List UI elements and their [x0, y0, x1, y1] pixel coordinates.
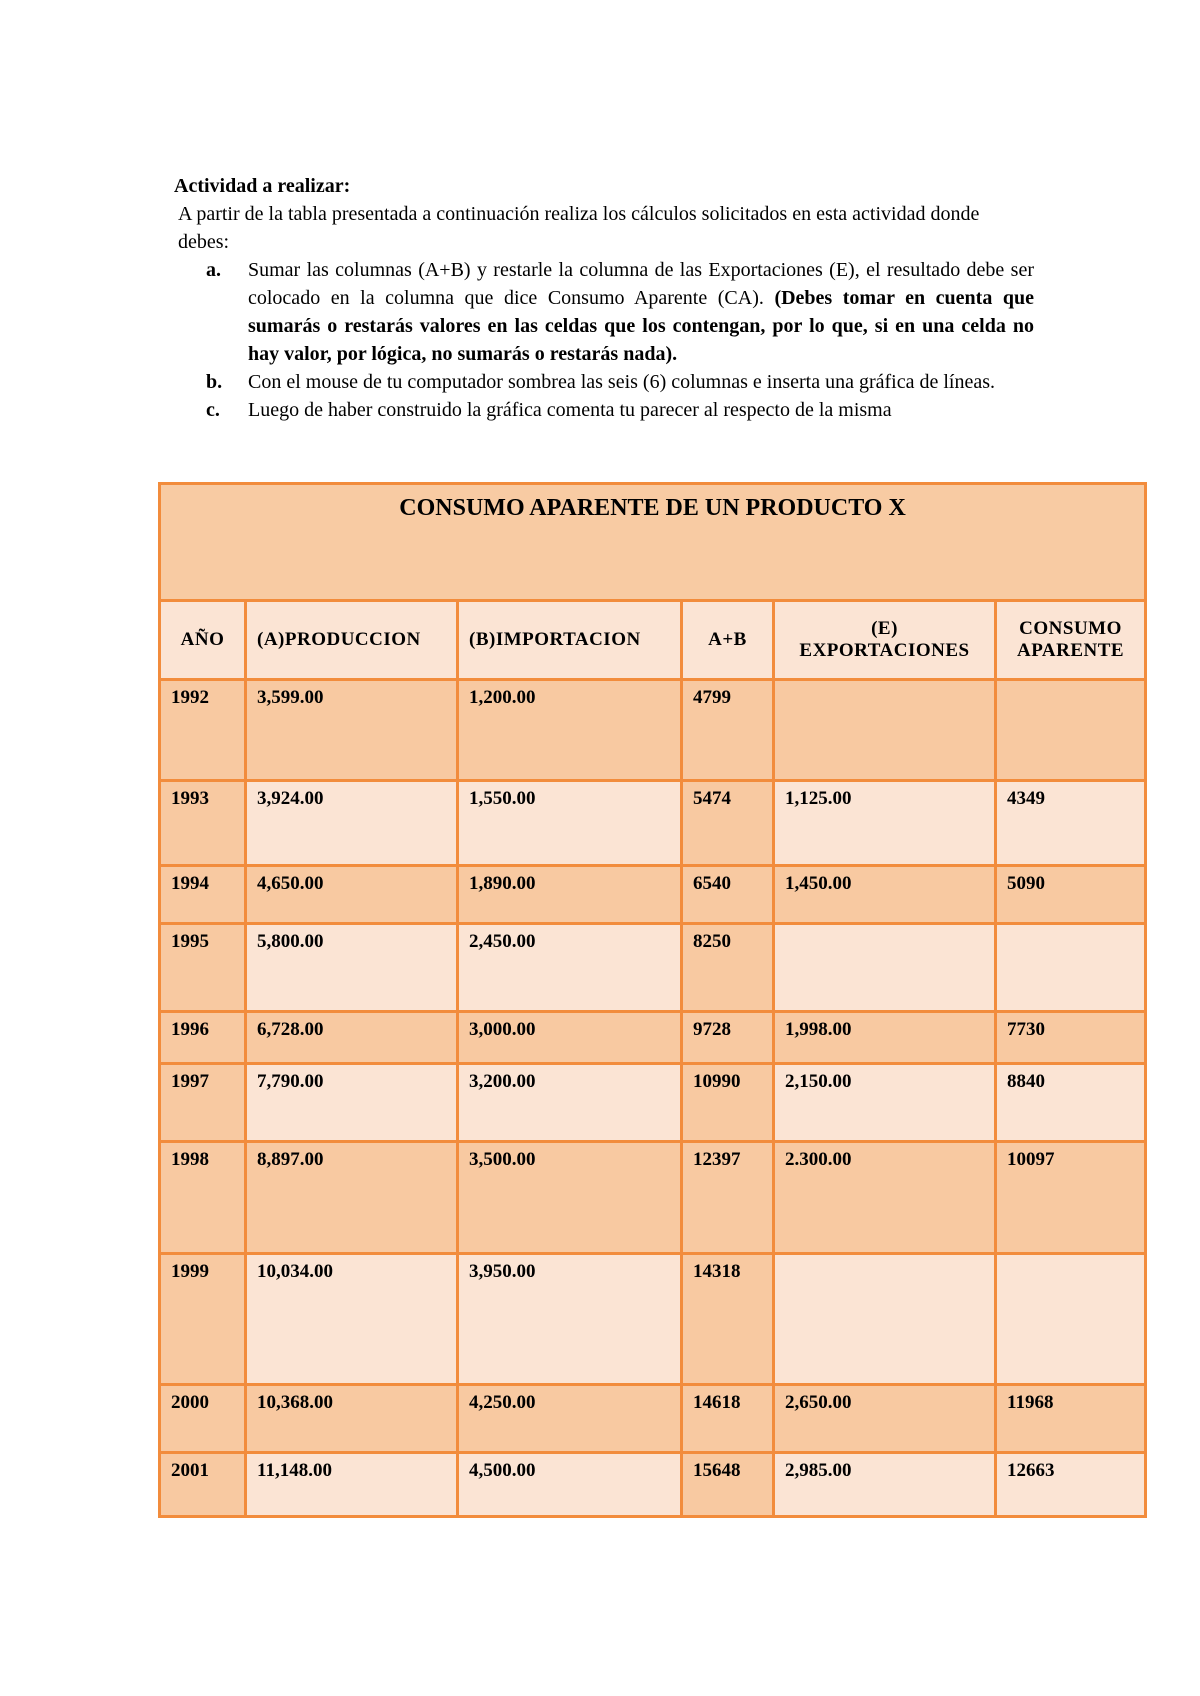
header-consumption: CONSUMO APARENTE [996, 601, 1146, 680]
cell-year: 2001 [160, 1453, 246, 1517]
cell-year: 1997 [160, 1064, 246, 1142]
cell-sum: 10990 [682, 1064, 774, 1142]
step-a-body [248, 256, 1034, 368]
cell-import: 1,200.00 [458, 680, 682, 781]
table-row [160, 866, 1146, 924]
cell-production: 11,148.00 [246, 1453, 458, 1517]
activity-steps [174, 256, 1034, 424]
cell-import: 3,950.00 [458, 1254, 682, 1385]
cell-exports: 2,150.00 [774, 1064, 996, 1142]
cell-exports: 2,985.00 [774, 1453, 996, 1517]
cell-import: 3,500.00 [458, 1142, 682, 1254]
cell-exports [774, 1254, 996, 1385]
step-a [174, 256, 1034, 368]
table-row [160, 1385, 1146, 1453]
cell-year: 1992 [160, 680, 246, 781]
consumption-table-wrapper [158, 482, 1144, 1518]
cell-sum: 9728 [682, 1012, 774, 1064]
step-a-note: (Debes tomar en cuenta que sumarás o restarás valores en las celdas que los contengan, por lo que, si en una celda no hay valor, por lógica, no sumarás o restarás nada). [248, 287, 1034, 365]
cell-consumption [996, 1254, 1146, 1385]
cell-consumption: 4349 [996, 781, 1146, 866]
cell-sum: 5474 [682, 781, 774, 866]
activity-instructions [174, 172, 1034, 424]
step-b-marker: b. [206, 371, 223, 393]
cell-year: 1995 [160, 924, 246, 1012]
cell-production: 3,924.00 [246, 781, 458, 866]
cell-exports [774, 924, 996, 1012]
step-a-text: Sumar las columnas (A+B) y restarle la columna de las Exportaciones (E), el resultado debe ser colocado en la columna que dice Consumo Aparente (CA). [248, 259, 1034, 309]
cell-year: 1996 [160, 1012, 246, 1064]
step-a-marker: a. [206, 259, 221, 281]
cell-consumption: 11968 [996, 1385, 1146, 1453]
cell-production: 10,368.00 [246, 1385, 458, 1453]
cell-consumption: 7730 [996, 1012, 1146, 1064]
cell-production: 3,599.00 [246, 680, 458, 781]
header-import: (B)IMPORTACION [458, 601, 682, 680]
step-c [174, 396, 1034, 424]
table-row [160, 781, 1146, 866]
cell-exports: 2,650.00 [774, 1385, 996, 1453]
cell-consumption [996, 924, 1146, 1012]
cell-year: 2000 [160, 1385, 246, 1453]
header-production: (A)PRODUCCION [246, 601, 458, 680]
cell-consumption [996, 680, 1146, 781]
cell-import: 3,000.00 [458, 1012, 682, 1064]
cell-production: 5,800.00 [246, 924, 458, 1012]
cell-consumption: 12663 [996, 1453, 1146, 1517]
cell-sum: 6540 [682, 866, 774, 924]
cell-exports: 1,998.00 [774, 1012, 996, 1064]
activity-heading: Actividad a realizar: [174, 175, 351, 197]
cell-sum: 8250 [682, 924, 774, 1012]
cell-consumption: 5090 [996, 866, 1146, 924]
cell-sum: 12397 [682, 1142, 774, 1254]
cell-production: 8,897.00 [246, 1142, 458, 1254]
cell-exports [774, 680, 996, 781]
table-header-row [160, 601, 1146, 680]
activity-intro: A partir de la tabla presentada a continuación realiza los cálculos solicitados en esta actividad donde debes: [178, 203, 980, 253]
cell-import: 2,450.00 [458, 924, 682, 1012]
cell-sum: 4799 [682, 680, 774, 781]
table-row [160, 1453, 1146, 1517]
cell-exports: 1,125.00 [774, 781, 996, 866]
table-row [160, 680, 1146, 781]
header-exports: (E) EXPORTACIONES [774, 601, 996, 680]
step-c-text: Luego de haber construido la gráfica comenta tu parecer al respecto de la misma [248, 399, 892, 421]
consumption-table [158, 482, 1147, 1518]
cell-production: 6,728.00 [246, 1012, 458, 1064]
cell-year: 1999 [160, 1254, 246, 1385]
header-year: AÑO [160, 601, 246, 680]
cell-year: 1993 [160, 781, 246, 866]
cell-import: 1,550.00 [458, 781, 682, 866]
table-title: CONSUMO APARENTE DE UN PRODUCTO X [160, 484, 1146, 601]
table-row [160, 1012, 1146, 1064]
table-row [160, 924, 1146, 1012]
cell-exports: 1,450.00 [774, 866, 996, 924]
cell-import: 4,500.00 [458, 1453, 682, 1517]
cell-production: 10,034.00 [246, 1254, 458, 1385]
cell-import: 3,200.00 [458, 1064, 682, 1142]
table-row [160, 1142, 1146, 1254]
table-row [160, 1254, 1146, 1385]
cell-exports: 2.300.00 [774, 1142, 996, 1254]
cell-import: 1,890.00 [458, 866, 682, 924]
table-row [160, 1064, 1146, 1142]
step-b-text: Con el mouse de tu computador sombrea las seis (6) columnas e inserta una gráfica de líneas. [248, 371, 995, 393]
header-sum: A+B [682, 601, 774, 680]
cell-sum: 15648 [682, 1453, 774, 1517]
cell-consumption: 8840 [996, 1064, 1146, 1142]
step-b [174, 368, 1034, 396]
step-c-marker: c. [206, 399, 220, 421]
cell-sum: 14318 [682, 1254, 774, 1385]
cell-production: 7,790.00 [246, 1064, 458, 1142]
cell-import: 4,250.00 [458, 1385, 682, 1453]
cell-production: 4,650.00 [246, 866, 458, 924]
cell-sum: 14618 [682, 1385, 774, 1453]
cell-consumption: 10097 [996, 1142, 1146, 1254]
cell-year: 1998 [160, 1142, 246, 1254]
cell-year: 1994 [160, 866, 246, 924]
